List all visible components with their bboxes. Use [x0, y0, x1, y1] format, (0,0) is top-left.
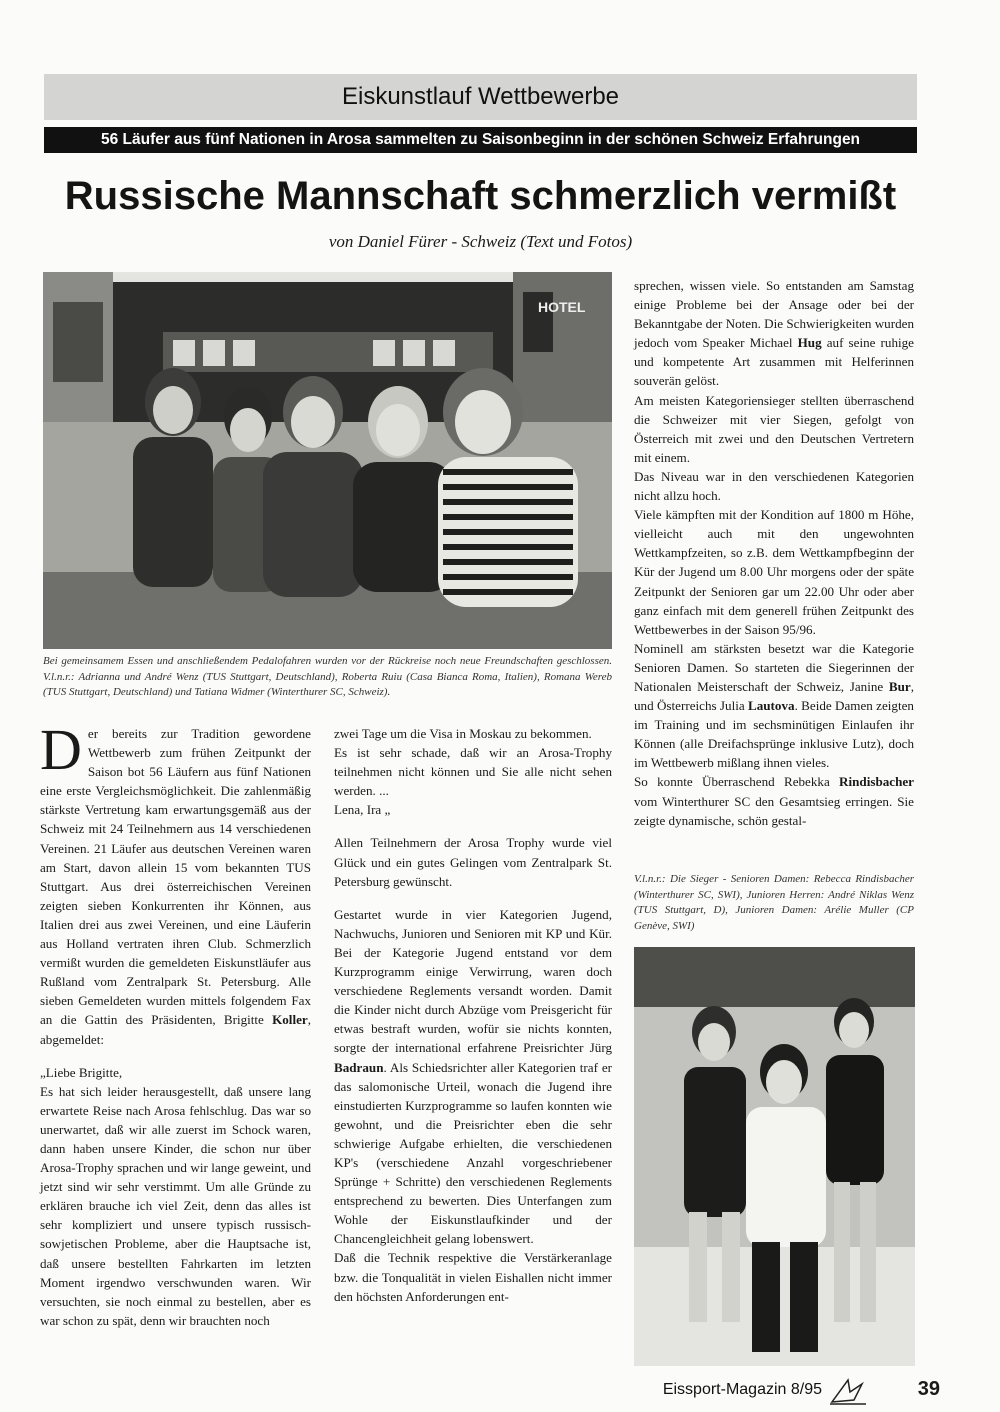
- letter-closing: Es ist sehr schade, daß wir an Arosa-Trophy teilnehmen nicht können und Sie alle nicht sehen werden. ...: [334, 745, 612, 799]
- page-footer: [640, 1376, 940, 1406]
- magazine-issue: Eissport-Magazin 8/95: [662, 1381, 822, 1398]
- name-rindisbacher: Rindisbacher: [839, 774, 914, 790]
- hotel-sign: HOTEL: [538, 299, 586, 315]
- paragraph-wishes: Allen Teilnehmern der Arosa Trophy wurde viel Glück und ein gutes Gelingen vom Zentralpark St. Petersburg gewünscht.: [334, 835, 612, 889]
- letter-body: Es hat sich leider herausgestellt, daß unsere lang erwartete Reise nach Arosa fehlschlug. Das war so unerwartet, daß wir alle zuerst im Schock waren, dann haben unsere Kinder, die schon nur über Arosa-Trophy sprachen und wir lange geweint, und jetzt sind wir sehr verstimmt. Um alle Gründe zu erklären brauche ich viel Zeit, denn das alles ist sehr kompliziert und unsere typisch russisch-sowjetischen Probleme, aber die Hauptsache ist, daß unsere bestellten Fahrkarten im letzten Moment irgendwo verschwunden waren. Wir versuchten, sie noch einmal zu bestellen, aber es war schon zu spät, denn wir brauchten noch: [40, 1083, 311, 1328]
- article-column-1: [40, 717, 311, 1330]
- winners-photo-image: [634, 947, 915, 1366]
- group-photo-image: [43, 272, 612, 649]
- name-hug: Hug: [797, 335, 822, 351]
- subheadline: 56 Läufer aus fünf Nationen in Arosa sammelten zu Saisonbeginn in der schönen Schweiz Erfahrungen: [44, 127, 917, 153]
- paragraph-rindisbacher: So konnte Überraschend Rebekka Rindisbacher vom Winterthurer SC den Gesamtsieg erringen. Sie zeigte dynamische, schön gestal-: [634, 774, 914, 828]
- name-bur: Bur: [888, 678, 911, 694]
- letter-continuation: zwei Tage um die Visa in Moskau zu bekommen.: [334, 726, 592, 741]
- winners-photo-caption: V.l.n.r.: Die Sieger - Senioren Damen: Rebecca Rindisbacher (Winterthurer SC, SWI), Junioren Herren: André Niklas Wenz (TUS Stuttgart, D), Junioren Damen: Arélie Muller (CP Genève, SWI): [634, 873, 914, 932]
- paragraph-speaker: sprechen, wissen viele. So entstanden am Samstag einige Probleme bei der Ansage oder bei der Bekanntgabe der Noten. Die Schwierigkeiten wurden jedoch vom Speaker Michael Hug auf seine ruhige und kompetente Art zusammen mit Helferinnen souverän gelöst.: [634, 278, 914, 389]
- paragraph-seniors: Nominell am stärksten besetzt war die Kategorie Senioren Damen. So starteten die Siegerinnen der Nationalen Meisterschaft der Schweiz, Janine Bur, und Österreichs Julia Lautova. Beide Damen zeigten im Training und im sechsminütigen Einlaufen ihr Können (alle Dreifachsprünge inklusive Lutz), doch im Wettbewerb mißlang ihnen vieles.: [634, 640, 914, 771]
- letter-salutation: „Liebe Brigitte,: [40, 1064, 123, 1080]
- magazine-logo-icon: [828, 1376, 868, 1406]
- paragraph-condition: Viele kämpften mit der Kondition auf 1800 m Höhe, vielleicht auch mit den ungewohnten Wettkampfzeiten, so z.B. dem Wettkampfbeginn der Kür der Jugend um 8.00 Uhr morgens oder der späte Zeitpunkt der Senioren gar um 22.00 Uhr oder aber ganz einfach mit dem generell frühen Zeitpunkt des Wettbewerbes in der Saison 95/96.: [634, 507, 914, 637]
- paragraph-winners: Am meisten Kategoriensieger stellten überraschend die Schweizer mit vier Siegen, gefolgt von Österreich mit zwei und den Deutschen Vertretern mit einem.: [634, 392, 914, 465]
- paragraph-level: Das Niveau war in den verschiedenen Kategorien nicht allzu hoch.: [634, 468, 914, 504]
- drop-cap: D: [40, 717, 82, 782]
- section-header: Eiskunstlauf Wettbewerbe: [44, 74, 917, 120]
- group-photo-caption: Bei gemeinsamem Essen und anschließendem Pedalofahren wurden vor der Rückreise noch neue Freundschaften geschlossen. V.l.n.r.: Adrianna und André Wenz (TUS Stuttgart, Deutschland), Roberta Ruiu (Casa Bianca Roma, Italien), Romana Wereb (TUS Stuttgart, Deutschland) und Tatiana Widmer (Winterthurer SC, Schweiz).: [43, 655, 612, 699]
- article-column-2: [334, 724, 612, 1306]
- byline: von Daniel Fürer - Schweiz (Text und Fotos): [328, 232, 633, 251]
- paragraph-technique: Daß die Technik respektive die Verstärkeranlage bzw. die Tonqualität in vielen Eishallen nicht immer den höchsten Anforderungen ent-: [334, 1250, 612, 1304]
- paragraph-categories: Gestartet wurde in vier Kategorien Jugend, Nachwuchs, Junioren und Senioren mit KP und Kür. Bei der Kategorie Jugend entstand vor dem Kurzprogramm einige Verwirrung, waren doch verschiedene Reglements versandt worden. Damit die Kinder nicht durch Abzüge vom Preisgericht für etwas bestraft wurden, wofür sie nichts konnten, sorgte der international erfahrene Preisrichter Jürg Badraun. Als Schiedsrichter aller Kategorien traf er das salomonische Urteil, wonach die Jugend ihre einstudierten Kurzprogramme so laufen konnten wie gewohnt, und die Preisrichter eben die sehr schwierige Aufgabe erhielten, die verschiedenen KP's (verschiedene Anzahl vorgeschriebener Sprünge + Schritte) den verschiedenen Reglements entsprechend zu bewerten. Dies Unterfangen zum Wohle der Eiskunstlaufkinder und der Chancengleichheit gelang lobenswert.: [334, 906, 612, 1247]
- group-photo: [43, 272, 612, 649]
- name-koller: Koller: [272, 1012, 308, 1028]
- name-badraun: Badraun: [334, 1059, 384, 1075]
- name-lautova: Lautova: [747, 698, 795, 714]
- intro-paragraph: Der bereits zur Tradition gewordene Wettbewerb zum frühen Zeitpunkt der Saison bot 56 Läufern aus fünf Nationen eine erste Vergleichsmöglichkeit. Die zahlenmäßig stärkste Vertretung kam erwartungsgemäß aus der Schweiz mit 24 Teilnehmern aus 14 verschiedenen Vereinen. 21 Läufer aus deutschen Vereinen waren am Start, davon allein 15 vom bekannten TUS Stuttgart. Aus drei österreichischen Vereinen zeigten sieben Konkurrenten ihr Können, aus Italien drei aus zwei Vereinen, und eine Läuferin aus Holland vertraten ihren Club. Schmerzlich vermißt wurden die gemeldeten Eiskunstläufer aus Rußland vom Zentralpark St. Petersburg. Alle sieben Gemeldeten wurden mittels folgendem Fax an die Gattin des Präsidenten, Brigitte Koller, abgemeldet:: [40, 717, 311, 1047]
- winners-photo: [634, 947, 915, 1366]
- letter-signature: Lena, Ira „: [334, 802, 391, 818]
- article-column-3: [634, 276, 914, 830]
- page-number: 39: [917, 1378, 940, 1400]
- headline: Russische Mannschaft schmerzlich vermißt: [64, 174, 897, 218]
